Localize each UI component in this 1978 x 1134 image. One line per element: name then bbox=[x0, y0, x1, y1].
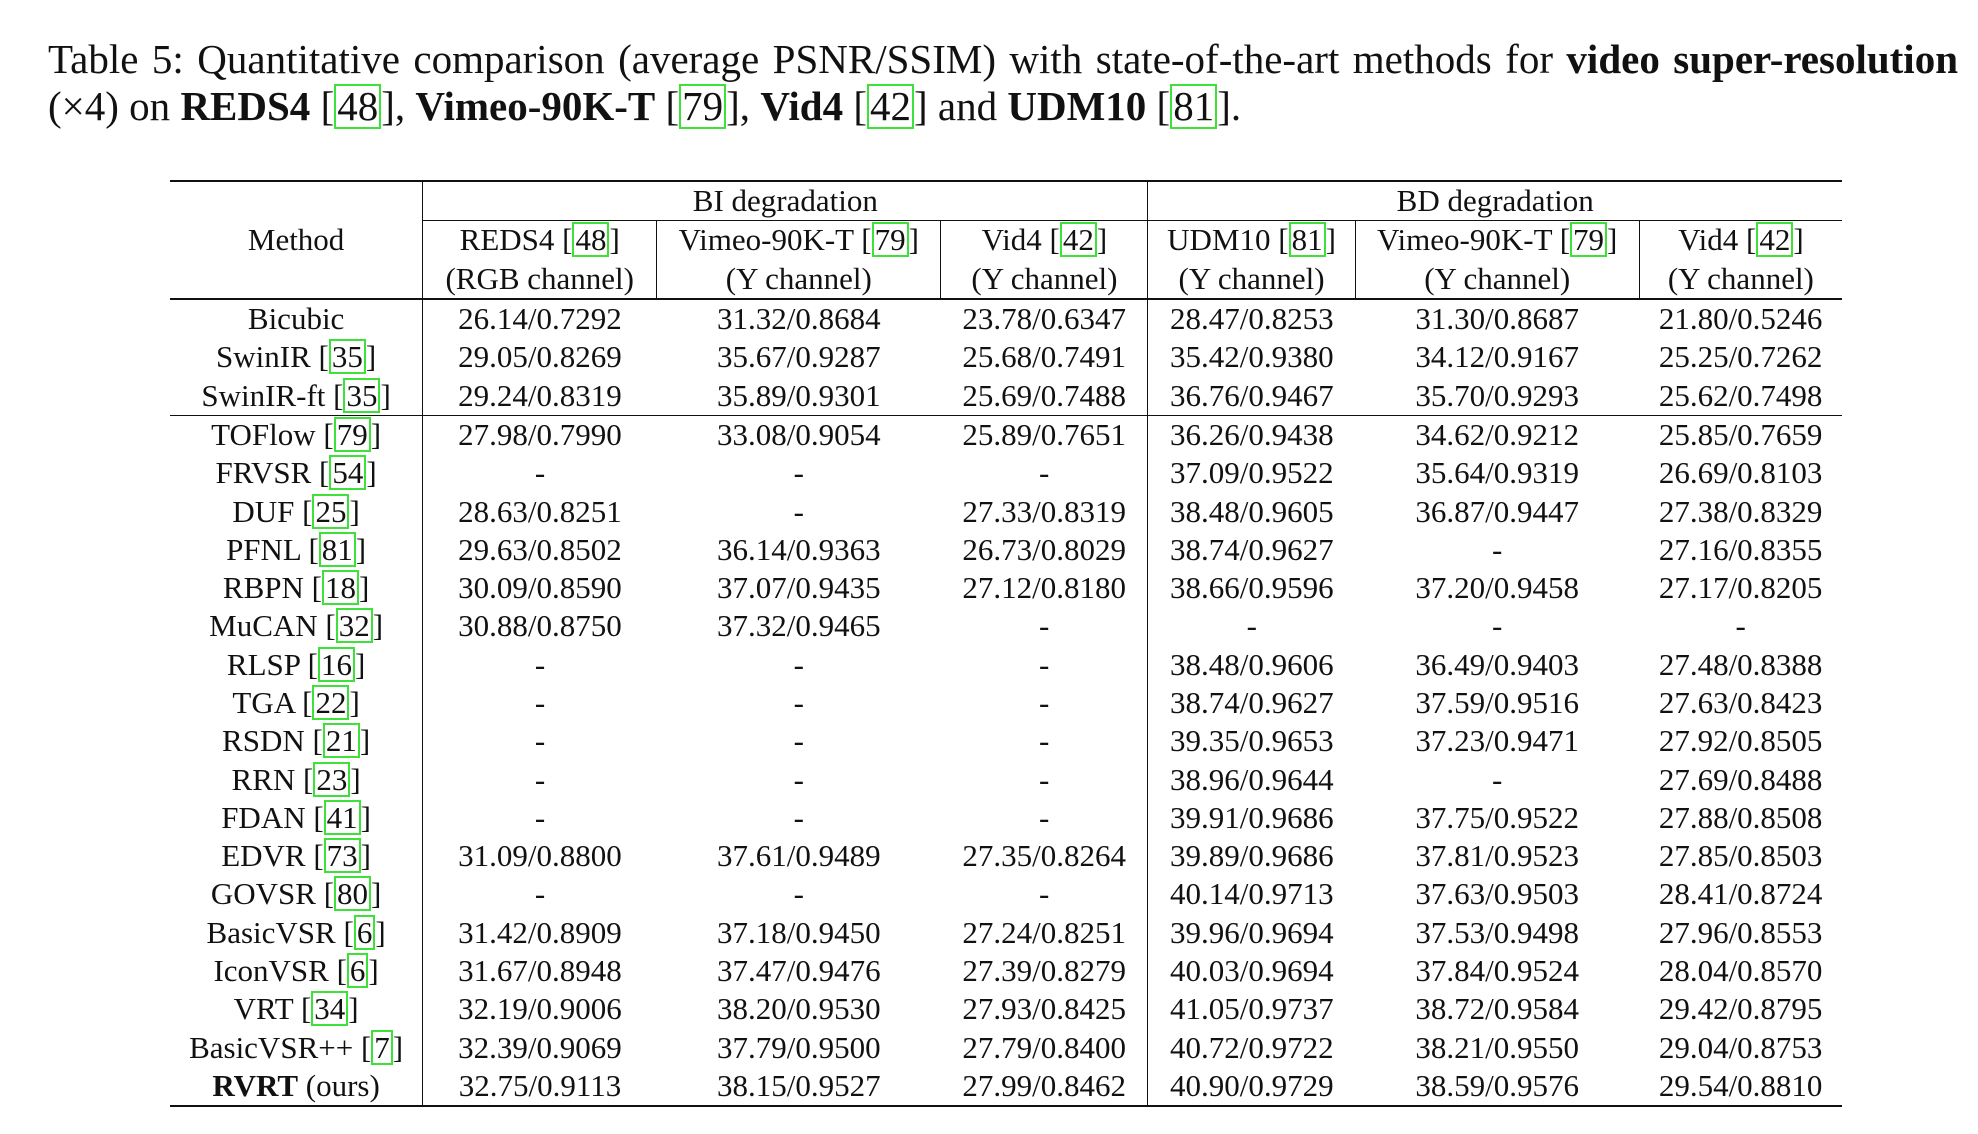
bracket-close: ] bbox=[371, 876, 382, 912]
bracket-close: ] bbox=[359, 723, 371, 759]
citation-link[interactable]: 79 bbox=[679, 84, 726, 129]
value-cell: 26.14/0.7292 bbox=[458, 301, 622, 337]
value-cell: 27.92/0.8505 bbox=[1658, 723, 1823, 759]
value-cell: 25.85/0.7659 bbox=[1639, 415, 1842, 454]
value-cell: 29.63/0.8502 bbox=[458, 531, 622, 567]
value-cell: - bbox=[534, 799, 546, 835]
citation-link[interactable]: 35 bbox=[343, 378, 380, 413]
value-cell: 27.48/0.8388 bbox=[1658, 646, 1823, 682]
table-row bbox=[170, 837, 1842, 875]
value-cell: 27.85/0.8503 bbox=[1658, 838, 1823, 874]
method-name: FDAN bbox=[221, 799, 306, 835]
column-header bbox=[1639, 221, 1842, 260]
value-cell: - bbox=[793, 685, 804, 720]
bracket-close: ] bbox=[360, 838, 371, 874]
table-row bbox=[170, 338, 1842, 376]
value-cell: 25.89/0.7651 bbox=[941, 415, 1148, 454]
bracket-close: ] bbox=[350, 761, 361, 797]
value-cell: 37.75/0.9522 bbox=[1415, 799, 1580, 835]
value-cell: 37.79/0.9500 bbox=[717, 1029, 881, 1065]
column-channel: (Y channel) bbox=[1355, 260, 1639, 299]
value-cell: 40.90/0.9729 bbox=[1148, 1067, 1355, 1106]
value-cell: 21.80/0.5246 bbox=[1658, 301, 1823, 337]
value-cell: 29.24/0.8319 bbox=[458, 377, 622, 413]
bracket-open: [ bbox=[305, 799, 324, 835]
table-row bbox=[170, 569, 1842, 607]
bracket-open: [ bbox=[328, 953, 347, 989]
caption-bold-task: video super-resolution bbox=[1566, 36, 1958, 82]
citation-link[interactable]: 42 bbox=[867, 84, 914, 129]
method-name: GOVSR bbox=[210, 876, 316, 912]
citation-link[interactable]: 80 bbox=[334, 876, 371, 911]
value-cell: - bbox=[534, 761, 546, 797]
group-header-bi: BI degradation bbox=[423, 181, 1148, 221]
bracket-open: [ bbox=[295, 761, 314, 797]
citation-link[interactable]: 42 bbox=[1756, 222, 1793, 257]
bracket-close: ] bbox=[372, 608, 384, 644]
table-row bbox=[170, 607, 1842, 645]
value-cell: 38.21/0.9550 bbox=[1415, 1029, 1580, 1065]
method-cell bbox=[170, 1067, 423, 1106]
value-cell: - bbox=[1492, 608, 1503, 644]
value-cell: - bbox=[1735, 608, 1746, 644]
value-cell: 27.79/0.8400 bbox=[941, 1029, 1148, 1067]
value-cell: 38.96/0.9644 bbox=[1169, 761, 1334, 797]
value-cell: 31.67/0.8948 bbox=[458, 953, 622, 989]
column-header bbox=[941, 221, 1148, 260]
value-cell: 27.24/0.8251 bbox=[941, 914, 1148, 952]
table-row bbox=[170, 376, 1842, 415]
value-cell: 38.20/0.9530 bbox=[717, 991, 881, 1027]
citation-link[interactable]: 6 bbox=[354, 915, 376, 950]
table-row bbox=[170, 492, 1842, 530]
table-row bbox=[170, 1029, 1842, 1067]
bracket-open: [ bbox=[353, 1029, 372, 1065]
column-channel: (Y channel) bbox=[1148, 260, 1355, 299]
value-cell: 40.72/0.9722 bbox=[1169, 1029, 1334, 1065]
value-cell: 37.59/0.9516 bbox=[1415, 685, 1580, 720]
column-name: Vimeo-90K-T [ bbox=[678, 222, 872, 258]
value-cell: - bbox=[534, 646, 546, 682]
value-cell: 39.96/0.9694 bbox=[1169, 914, 1334, 950]
value-cell: - bbox=[941, 646, 1148, 684]
value-cell: 31.30/0.8687 bbox=[1415, 301, 1580, 337]
value-cell: 40.14/0.9713 bbox=[1169, 876, 1334, 912]
citation-link[interactable]: 79 bbox=[334, 417, 371, 452]
table-row bbox=[170, 1067, 1842, 1106]
method-cell bbox=[170, 492, 423, 530]
bracket-close: ] bbox=[609, 222, 620, 258]
value-cell: 29.05/0.8269 bbox=[458, 339, 622, 375]
bracket-open: [ bbox=[317, 608, 336, 644]
value-cell: 26.69/0.8103 bbox=[1658, 455, 1823, 491]
value-cell: 34.62/0.9212 bbox=[1355, 415, 1639, 454]
value-cell: 37.53/0.9498 bbox=[1415, 914, 1580, 950]
method-name: BasicVSR bbox=[206, 914, 336, 950]
citation-link[interactable]: 22 bbox=[312, 685, 349, 720]
method-name: BasicVSR++ bbox=[189, 1029, 354, 1065]
value-cell: 27.17/0.8205 bbox=[1658, 570, 1823, 606]
value-cell: 37.20/0.9458 bbox=[1415, 570, 1580, 606]
value-cell: 29.42/0.8795 bbox=[1658, 991, 1823, 1027]
bracket-close: ] bbox=[365, 339, 377, 375]
citation-link[interactable]: 34 bbox=[311, 991, 348, 1026]
method-cell bbox=[170, 646, 423, 684]
bracket-open: [ bbox=[293, 991, 312, 1027]
value-cell: 27.99/0.8462 bbox=[941, 1067, 1148, 1106]
bracket-close: ] bbox=[380, 377, 391, 413]
method-header: Method bbox=[170, 181, 423, 299]
column-name: Vid4 [ bbox=[1678, 222, 1757, 258]
citation-link[interactable]: 48 bbox=[334, 84, 381, 129]
column-name: REDS4 [ bbox=[459, 222, 573, 258]
group-header-bd: BD degradation bbox=[1148, 181, 1842, 221]
value-cell: - bbox=[793, 761, 804, 797]
value-cell: - bbox=[941, 799, 1148, 837]
value-cell: - bbox=[793, 493, 804, 529]
citation-link[interactable]: 6 bbox=[347, 953, 369, 988]
bracket-close: ] bbox=[392, 1029, 404, 1065]
bracket-close: ] bbox=[375, 914, 386, 950]
value-cell: 37.07/0.9435 bbox=[717, 570, 881, 606]
bracket-open: [ bbox=[311, 455, 330, 491]
bracket-open: [ bbox=[294, 685, 313, 720]
citation-link[interactable]: 79 bbox=[1570, 222, 1607, 257]
method-cell bbox=[170, 837, 423, 875]
method-name: PFNL bbox=[226, 531, 301, 567]
value-cell: 23.78/0.6347 bbox=[941, 299, 1148, 338]
citation-link[interactable]: 48 bbox=[572, 222, 609, 257]
method-cell bbox=[170, 299, 423, 338]
value-cell: - bbox=[793, 876, 804, 912]
bracket-close: ] bbox=[349, 493, 360, 529]
value-cell: 37.23/0.9471 bbox=[1415, 723, 1580, 759]
value-cell: 37.09/0.9522 bbox=[1169, 455, 1334, 491]
citation-link[interactable]: 25 bbox=[312, 494, 349, 529]
value-cell: 38.66/0.9596 bbox=[1169, 570, 1334, 606]
value-cell: - bbox=[534, 876, 546, 912]
citation-link[interactable]: 81 bbox=[1170, 84, 1217, 129]
table-row bbox=[170, 875, 1842, 913]
value-cell: 32.39/0.9069 bbox=[458, 1029, 622, 1065]
value-cell: 29.04/0.8753 bbox=[1658, 1029, 1823, 1065]
value-cell: 38.59/0.9576 bbox=[1355, 1067, 1639, 1106]
value-cell: 27.63/0.8423 bbox=[1658, 685, 1823, 720]
value-cell: 28.04/0.8570 bbox=[1658, 953, 1823, 989]
method-suffix: (ours) bbox=[298, 1067, 380, 1103]
value-cell: - bbox=[793, 799, 804, 835]
method-name: SwinIR bbox=[216, 339, 311, 375]
value-cell: 27.88/0.8508 bbox=[1658, 799, 1823, 835]
table-row bbox=[170, 990, 1842, 1028]
value-cell: 38.48/0.9605 bbox=[1169, 493, 1334, 529]
value-cell: 38.74/0.9627 bbox=[1169, 685, 1334, 720]
value-cell: 30.88/0.8750 bbox=[458, 608, 622, 644]
bracket-close: ] bbox=[349, 685, 360, 720]
value-cell: 37.84/0.9524 bbox=[1415, 953, 1580, 989]
table-row bbox=[170, 646, 1842, 684]
value-cell: 27.35/0.8264 bbox=[941, 837, 1148, 875]
value-cell: 30.09/0.8590 bbox=[458, 570, 622, 606]
value-cell: 25.25/0.7262 bbox=[1658, 339, 1823, 375]
bracket-close: ] bbox=[355, 531, 367, 567]
table-row bbox=[170, 914, 1842, 952]
method-name: DUF bbox=[232, 493, 295, 529]
method-cell bbox=[170, 569, 423, 607]
column-name: UDM10 [ bbox=[1167, 222, 1289, 258]
value-cell: 35.89/0.9301 bbox=[717, 377, 881, 413]
bracket-open: [ bbox=[305, 838, 324, 874]
method-name: RSDN bbox=[222, 723, 305, 759]
value-cell: 32.75/0.9113 bbox=[423, 1067, 657, 1106]
value-cell: 27.12/0.8180 bbox=[941, 569, 1148, 607]
value-cell: - bbox=[793, 723, 804, 759]
value-cell: 28.47/0.8253 bbox=[1169, 301, 1334, 337]
value-cell: 38.74/0.9627 bbox=[1169, 531, 1334, 567]
value-cell: 32.19/0.9006 bbox=[458, 991, 622, 1027]
value-cell: 27.39/0.8279 bbox=[941, 952, 1148, 990]
table-row bbox=[170, 760, 1842, 798]
value-cell: - bbox=[941, 760, 1148, 798]
bracket-close: ] bbox=[354, 646, 366, 682]
method-cell bbox=[170, 338, 423, 376]
value-cell: - bbox=[941, 722, 1148, 760]
value-cell: - bbox=[941, 607, 1148, 645]
method-name: IconVSR bbox=[213, 953, 329, 989]
value-cell: 37.61/0.9489 bbox=[717, 838, 881, 874]
method-cell bbox=[170, 454, 423, 492]
citation-link[interactable]: 54 bbox=[329, 455, 366, 490]
bracket-open: [ bbox=[310, 339, 329, 375]
value-cell: 37.18/0.9450 bbox=[717, 914, 881, 950]
method-name: TOFlow bbox=[211, 416, 316, 452]
bracket-close: ] bbox=[1096, 222, 1108, 258]
bracket-open: [ bbox=[315, 876, 335, 912]
table-row bbox=[170, 799, 1842, 837]
method-name: SwinIR-ft bbox=[201, 377, 326, 413]
table-caption: Table 5: Quantitative comparison (average PSNR/SSIM) with state-of-the-art methods for video super-resolution (×4) on REDS4 [48], Vimeo-90K-T [79], Vid4 [42] and UDM10 [81]. bbox=[48, 36, 1958, 129]
column-name: Vid4 [ bbox=[981, 222, 1060, 258]
table-row bbox=[170, 531, 1842, 569]
method-cell bbox=[170, 722, 423, 760]
method-cell bbox=[170, 760, 423, 798]
method-cell bbox=[170, 990, 423, 1028]
value-cell: 36.14/0.9363 bbox=[717, 531, 881, 567]
bracket-open: [ bbox=[315, 416, 334, 452]
bracket-close: ] bbox=[908, 222, 919, 258]
value-cell: - bbox=[793, 455, 804, 491]
value-cell: 36.26/0.9438 bbox=[1148, 415, 1355, 454]
value-cell: 31.32/0.8684 bbox=[717, 301, 881, 337]
value-cell: 37.47/0.9476 bbox=[717, 953, 881, 989]
method-name: RVRT bbox=[212, 1067, 299, 1103]
value-cell: - bbox=[534, 723, 546, 759]
bracket-open: [ bbox=[325, 377, 344, 413]
citation-link[interactable]: 42 bbox=[1060, 222, 1097, 257]
value-cell: 39.89/0.9686 bbox=[1169, 838, 1334, 874]
value-cell: 27.96/0.8553 bbox=[1658, 914, 1823, 950]
column-header bbox=[1355, 221, 1639, 260]
table-row bbox=[170, 415, 1842, 454]
value-cell: 36.87/0.9447 bbox=[1415, 493, 1580, 529]
citation-link[interactable]: 73 bbox=[324, 838, 361, 873]
bracket-close: ] bbox=[370, 416, 382, 452]
value-cell: 39.91/0.9686 bbox=[1169, 799, 1334, 835]
value-cell: - bbox=[534, 685, 546, 720]
value-cell: 25.68/0.7491 bbox=[941, 338, 1148, 376]
value-cell: 36.76/0.9467 bbox=[1169, 377, 1334, 413]
caption-label: Table 5: bbox=[48, 36, 184, 82]
method-cell bbox=[170, 1029, 423, 1067]
value-cell: 28.63/0.8251 bbox=[458, 493, 622, 529]
citation-link[interactable]: 16 bbox=[318, 647, 355, 682]
method-name: MuCAN bbox=[209, 608, 318, 644]
table-row bbox=[170, 684, 1842, 722]
value-cell: 27.38/0.8329 bbox=[1658, 493, 1823, 529]
column-channel: (Y channel) bbox=[941, 260, 1148, 299]
caption-text: Quantitative comparison (average PSNR/SSIM) with state-of-the-art methods for bbox=[197, 36, 1553, 82]
method-cell bbox=[170, 376, 423, 415]
bracket-close: ] bbox=[1607, 222, 1618, 258]
citation-link[interactable]: 32 bbox=[336, 608, 373, 643]
value-cell: - bbox=[941, 684, 1148, 722]
bracket-open: [ bbox=[299, 646, 318, 682]
value-cell: 25.69/0.7488 bbox=[941, 376, 1148, 415]
column-name: Vimeo-90K-T [ bbox=[1377, 222, 1571, 258]
table-row bbox=[170, 722, 1842, 760]
value-cell: 38.15/0.9527 bbox=[657, 1067, 941, 1106]
results-table-container bbox=[170, 180, 1842, 1107]
method-cell bbox=[170, 684, 423, 722]
value-cell: - bbox=[941, 454, 1148, 492]
method-cell bbox=[170, 914, 423, 952]
method-name: RRN bbox=[231, 761, 296, 797]
value-cell: 35.42/0.9380 bbox=[1169, 339, 1334, 375]
column-channel: (Y channel) bbox=[1639, 260, 1842, 299]
bracket-close: ] bbox=[358, 570, 370, 606]
value-cell: 38.72/0.9584 bbox=[1415, 991, 1580, 1027]
table-row bbox=[170, 952, 1842, 990]
bracket-open: [ bbox=[294, 493, 313, 529]
method-cell bbox=[170, 952, 423, 990]
method-name: EDVR bbox=[221, 838, 306, 874]
citation-link[interactable]: 35 bbox=[329, 339, 366, 374]
value-cell: 36.49/0.9403 bbox=[1415, 646, 1580, 682]
method-name: FRVSR bbox=[215, 455, 312, 491]
value-cell: 40.03/0.9694 bbox=[1169, 953, 1334, 989]
method-cell bbox=[170, 531, 423, 569]
bracket-close: ] bbox=[360, 799, 371, 835]
table-row bbox=[170, 454, 1842, 492]
value-cell: 31.42/0.8909 bbox=[458, 914, 622, 950]
citation-link[interactable]: 81 bbox=[1289, 222, 1326, 257]
value-cell: 35.64/0.9319 bbox=[1415, 455, 1580, 491]
value-cell: 35.67/0.9287 bbox=[717, 339, 881, 375]
bracket-open: [ bbox=[304, 723, 323, 759]
value-cell: - bbox=[534, 455, 546, 491]
column-header bbox=[423, 221, 657, 260]
table-row bbox=[170, 299, 1842, 338]
citation-link[interactable]: 23 bbox=[313, 762, 350, 797]
value-cell: 26.73/0.8029 bbox=[941, 531, 1148, 569]
column-channel: (Y channel) bbox=[657, 260, 941, 299]
column-header bbox=[1148, 221, 1355, 260]
value-cell: 27.69/0.8488 bbox=[1658, 761, 1823, 797]
method-name: RLSP bbox=[226, 646, 300, 682]
bracket-close: ] bbox=[1793, 222, 1804, 258]
bracket-close: ] bbox=[366, 455, 377, 491]
value-cell: 41.05/0.9737 bbox=[1169, 991, 1334, 1027]
value-cell: 37.63/0.9503 bbox=[1415, 876, 1580, 912]
value-cell: - bbox=[1492, 761, 1503, 797]
value-cell: 37.32/0.9465 bbox=[717, 608, 881, 644]
method-cell bbox=[170, 607, 423, 645]
value-cell: 28.41/0.8724 bbox=[1658, 876, 1823, 912]
value-cell: 39.35/0.9653 bbox=[1169, 723, 1334, 759]
citation-link[interactable]: 41 bbox=[324, 800, 361, 835]
method-cell bbox=[170, 415, 423, 454]
method-cell bbox=[170, 875, 423, 913]
bracket-open: [ bbox=[300, 531, 319, 567]
column-header bbox=[657, 221, 941, 260]
value-cell: 29.54/0.8810 bbox=[1639, 1067, 1842, 1106]
bracket-open: [ bbox=[335, 914, 354, 950]
method-name: TGA bbox=[232, 685, 295, 720]
value-cell: 27.93/0.8425 bbox=[941, 990, 1148, 1028]
column-channel: (RGB channel) bbox=[423, 260, 657, 299]
value-cell: 34.12/0.9167 bbox=[1415, 339, 1580, 375]
value-cell: - bbox=[941, 875, 1148, 913]
value-cell: - bbox=[793, 646, 804, 682]
value-cell: 27.33/0.8319 bbox=[941, 492, 1148, 530]
value-cell: 33.08/0.9054 bbox=[657, 415, 941, 454]
value-cell: 25.62/0.7498 bbox=[1658, 377, 1823, 413]
value-cell: 38.48/0.9606 bbox=[1169, 646, 1334, 682]
citation-link[interactable]: 7 bbox=[371, 1030, 393, 1065]
method-cell bbox=[170, 799, 423, 837]
citation-link[interactable]: 21 bbox=[323, 723, 360, 758]
value-cell: - bbox=[1246, 608, 1257, 644]
citation-link[interactable]: 18 bbox=[322, 570, 359, 605]
results-table bbox=[170, 180, 1842, 1107]
value-cell: - bbox=[1492, 531, 1503, 567]
citation-link[interactable]: 81 bbox=[319, 532, 356, 567]
bracket-close: ] bbox=[348, 991, 359, 1027]
bracket-close: ] bbox=[368, 953, 379, 989]
bracket-open: [ bbox=[303, 570, 322, 606]
bracket-close: ] bbox=[1325, 222, 1336, 258]
value-cell: 31.09/0.8800 bbox=[458, 838, 622, 874]
value-cell: 27.16/0.8355 bbox=[1658, 531, 1823, 567]
value-cell: 27.98/0.7990 bbox=[423, 415, 657, 454]
method-name: RBPN bbox=[222, 570, 304, 606]
method-name: VRT bbox=[233, 991, 294, 1027]
citation-link[interactable]: 79 bbox=[872, 222, 909, 257]
method-name: Bicubic bbox=[247, 301, 345, 337]
table-body bbox=[170, 299, 1842, 1106]
value-cell: 37.81/0.9523 bbox=[1415, 838, 1580, 874]
value-cell: 35.70/0.9293 bbox=[1415, 377, 1580, 413]
